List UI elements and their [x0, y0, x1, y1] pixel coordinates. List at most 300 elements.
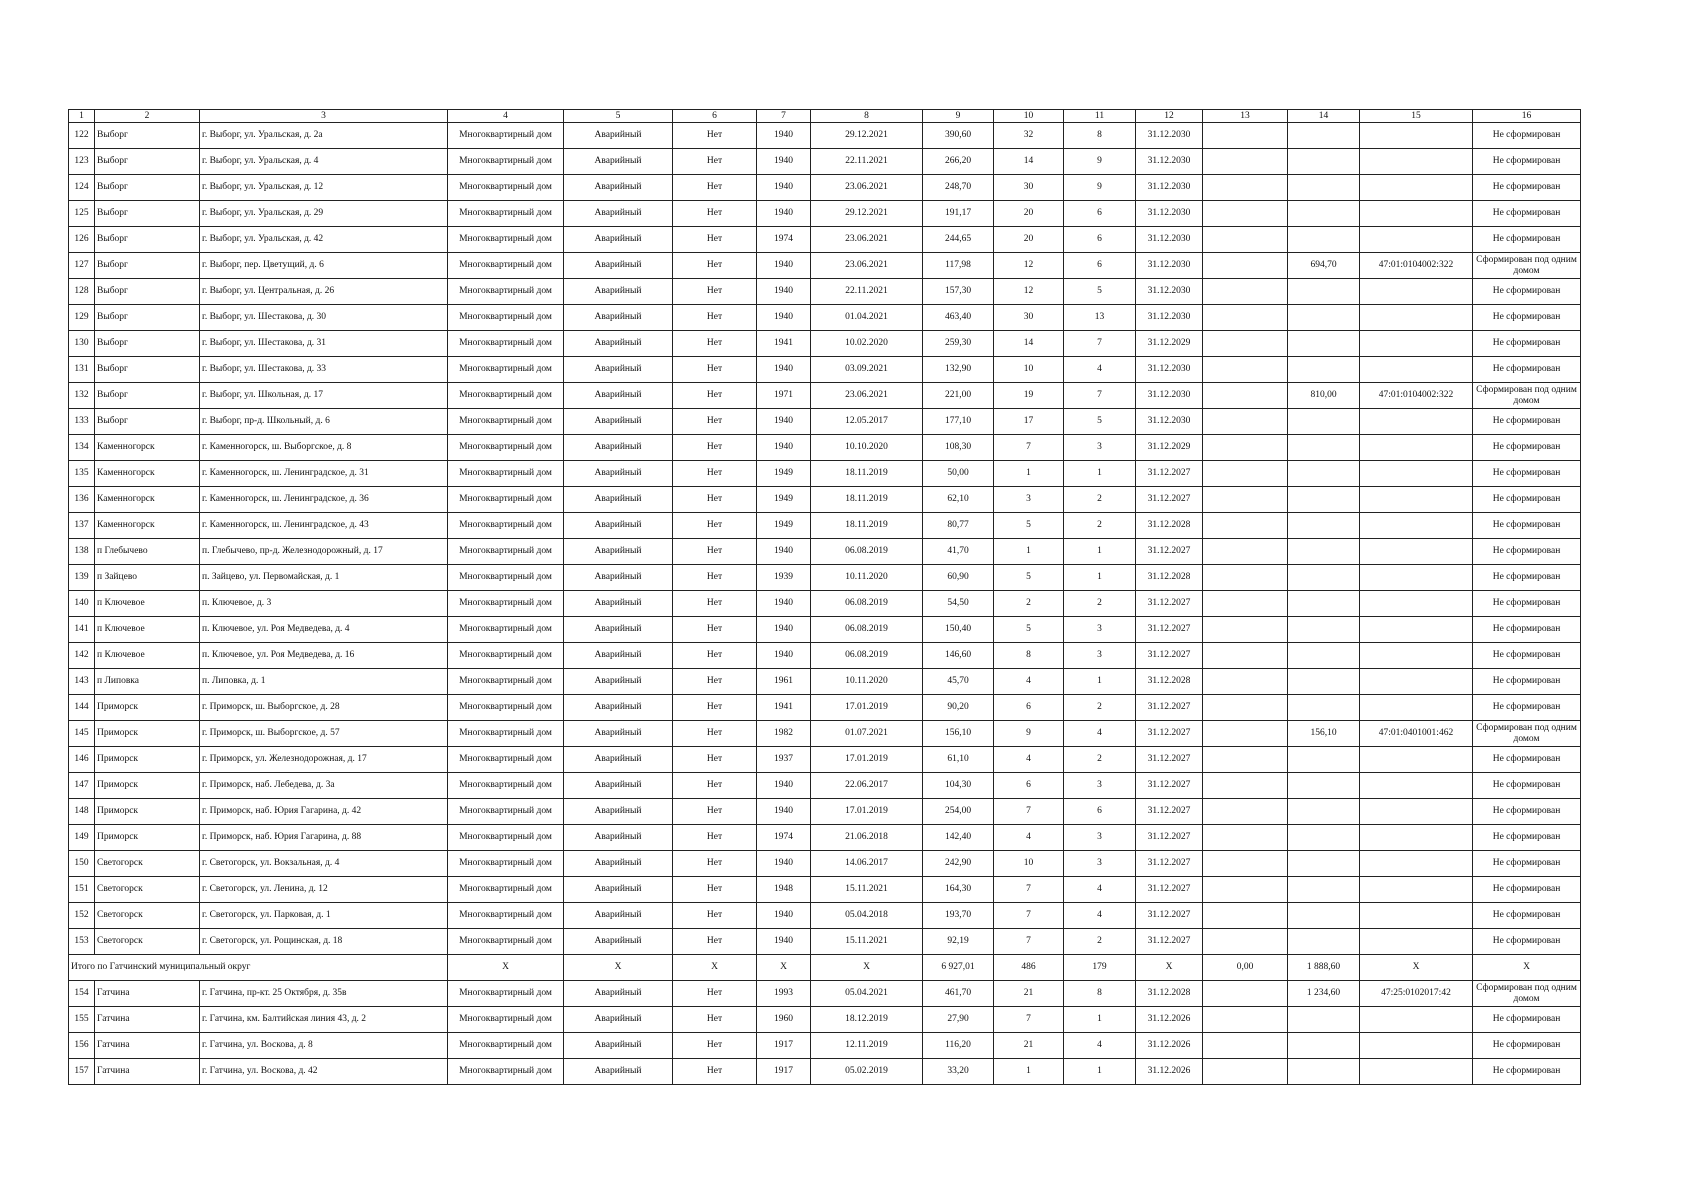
cell-build-year: 1940 — [757, 149, 811, 175]
cell-land-area — [1288, 357, 1360, 383]
cell-formation-status: Не сформирован — [1473, 461, 1581, 487]
table-row — [69, 799, 1581, 825]
cell-land-status: Нет — [673, 747, 757, 773]
cell-land-status: Нет — [673, 227, 757, 253]
cell-col-13 — [1203, 331, 1288, 357]
cell-apartments: 13 — [1064, 305, 1136, 331]
table-row — [69, 123, 1581, 149]
cell-settlement: п Зайцево — [95, 565, 200, 591]
cell-land-status: Нет — [673, 1059, 757, 1085]
table-row — [69, 175, 1581, 201]
document-page — [68, 109, 1581, 1085]
table-row — [69, 409, 1581, 435]
cell-land-area — [1288, 1033, 1360, 1059]
total-cell-formation-status: X — [1473, 955, 1581, 981]
cell-residents: 4 — [994, 825, 1064, 851]
column-header-6: 6 — [673, 110, 757, 123]
cell-build-year: 1940 — [757, 409, 811, 435]
cell-decision-date: 23.06.2021 — [811, 227, 923, 253]
cell-settlement: Гатчина — [95, 1007, 200, 1033]
cell-col-13 — [1203, 123, 1288, 149]
cell-row-number: 147 — [69, 773, 95, 799]
cell-formation-status: Не сформирован — [1473, 1059, 1581, 1085]
cell-cadastral-number — [1360, 331, 1473, 357]
cell-settlement: Выборг — [95, 149, 200, 175]
table-row — [69, 331, 1581, 357]
cell-address: г. Выборг, пер. Цветущий, д. 6 — [200, 253, 448, 279]
cell-decision-date: 18.11.2019 — [811, 513, 923, 539]
cell-residents: 2 — [994, 591, 1064, 617]
cell-residents: 7 — [994, 929, 1064, 955]
cell-address: г. Светогорск, ул. Рощинская, д. 18 — [200, 929, 448, 955]
cell-build-year: 1940 — [757, 929, 811, 955]
column-header-2: 2 — [95, 110, 200, 123]
cell-condition: Аварийный — [564, 487, 673, 513]
cell-build-year: 1940 — [757, 643, 811, 669]
cell-area: 27,90 — [923, 1007, 994, 1033]
cell-row-number: 150 — [69, 851, 95, 877]
cell-land-status: Нет — [673, 409, 757, 435]
cell-condition: Аварийный — [564, 1007, 673, 1033]
housing-registry-table — [68, 109, 1581, 1085]
cell-decision-date: 01.04.2021 — [811, 305, 923, 331]
cell-formation-status: Не сформирован — [1473, 201, 1581, 227]
cell-settlement: Выборг — [95, 357, 200, 383]
cell-residents: 19 — [994, 383, 1064, 409]
cell-condition: Аварийный — [564, 175, 673, 201]
cell-cadastral-number — [1360, 695, 1473, 721]
cell-decision-date: 22.11.2021 — [811, 149, 923, 175]
cell-formation-status: Не сформирован — [1473, 1033, 1581, 1059]
cell-address: г. Приморск, ш. Выборгское, д. 28 — [200, 695, 448, 721]
cell-area: 90,20 — [923, 695, 994, 721]
cell-residents: 14 — [994, 331, 1064, 357]
cell-area: 248,70 — [923, 175, 994, 201]
cell-row-number: 133 — [69, 409, 95, 435]
cell-row-number: 149 — [69, 825, 95, 851]
cell-land-status: Нет — [673, 175, 757, 201]
cell-deadline: 31.12.2030 — [1136, 149, 1203, 175]
cell-apartments: 6 — [1064, 253, 1136, 279]
cell-building-type: Многоквартирный дом — [448, 383, 564, 409]
cell-decision-date: 05.04.2021 — [811, 981, 923, 1007]
cell-land-status: Нет — [673, 201, 757, 227]
cell-settlement: Выборг — [95, 123, 200, 149]
cell-residents: 7 — [994, 903, 1064, 929]
cell-building-type: Многоквартирный дом — [448, 253, 564, 279]
cell-col-13 — [1203, 747, 1288, 773]
cell-formation-status: Не сформирован — [1473, 877, 1581, 903]
cell-building-type: Многоквартирный дом — [448, 799, 564, 825]
cell-cadastral-number — [1360, 435, 1473, 461]
cell-row-number: 127 — [69, 253, 95, 279]
cell-apartments: 4 — [1064, 877, 1136, 903]
cell-formation-status: Не сформирован — [1473, 903, 1581, 929]
total-cell-condition: X — [564, 955, 673, 981]
cell-residents: 5 — [994, 617, 1064, 643]
cell-decision-date: 06.08.2019 — [811, 539, 923, 565]
cell-deadline: 31.12.2027 — [1136, 825, 1203, 851]
column-header-7: 7 — [757, 110, 811, 123]
cell-decision-date: 10.02.2020 — [811, 331, 923, 357]
column-header-16: 16 — [1473, 110, 1581, 123]
cell-apartments: 7 — [1064, 331, 1136, 357]
cell-cadastral-number — [1360, 903, 1473, 929]
cell-building-type: Многоквартирный дом — [448, 981, 564, 1007]
cell-apartments: 3 — [1064, 851, 1136, 877]
cell-building-type: Многоквартирный дом — [448, 279, 564, 305]
cell-row-number: 148 — [69, 799, 95, 825]
cell-settlement: Светогорск — [95, 851, 200, 877]
cell-condition: Аварийный — [564, 851, 673, 877]
cell-deadline: 31.12.2027 — [1136, 903, 1203, 929]
column-header-8: 8 — [811, 110, 923, 123]
cell-cadastral-number — [1360, 565, 1473, 591]
cell-deadline: 31.12.2028 — [1136, 981, 1203, 1007]
cell-land-status: Нет — [673, 461, 757, 487]
cell-cadastral-number — [1360, 747, 1473, 773]
cell-building-type: Многоквартирный дом — [448, 539, 564, 565]
cell-land-area — [1288, 175, 1360, 201]
cell-address: г. Приморск, ш. Выборгское, д. 57 — [200, 721, 448, 747]
cell-col-13 — [1203, 929, 1288, 955]
cell-deadline: 31.12.2029 — [1136, 435, 1203, 461]
cell-building-type: Многоквартирный дом — [448, 409, 564, 435]
total-cell-land-area: 1 888,60 — [1288, 955, 1360, 981]
cell-deadline: 31.12.2027 — [1136, 461, 1203, 487]
cell-settlement: Выборг — [95, 279, 200, 305]
cell-area: 191,17 — [923, 201, 994, 227]
cell-row-number: 135 — [69, 461, 95, 487]
cell-build-year: 1940 — [757, 903, 811, 929]
cell-condition: Аварийный — [564, 565, 673, 591]
cell-area: 266,20 — [923, 149, 994, 175]
cell-apartments: 2 — [1064, 929, 1136, 955]
cell-build-year: 1974 — [757, 825, 811, 851]
cell-area: 61,10 — [923, 747, 994, 773]
column-header-10: 10 — [994, 110, 1064, 123]
cell-building-type: Многоквартирный дом — [448, 591, 564, 617]
cell-deadline: 31.12.2027 — [1136, 799, 1203, 825]
cell-deadline: 31.12.2027 — [1136, 643, 1203, 669]
cell-cadastral-number — [1360, 227, 1473, 253]
cell-build-year: 1940 — [757, 851, 811, 877]
cell-build-year: 1982 — [757, 721, 811, 747]
table-row — [69, 487, 1581, 513]
cell-settlement: Выборг — [95, 383, 200, 409]
cell-settlement: п Глебычево — [95, 539, 200, 565]
cell-land-status: Нет — [673, 435, 757, 461]
cell-land-area — [1288, 201, 1360, 227]
cell-area: 259,30 — [923, 331, 994, 357]
cell-settlement: п Ключевое — [95, 617, 200, 643]
cell-build-year: 1940 — [757, 175, 811, 201]
cell-col-13 — [1203, 721, 1288, 747]
column-header-11: 11 — [1064, 110, 1136, 123]
cell-address: г. Гатчина, ул. Воскова, д. 8 — [200, 1033, 448, 1059]
table-row — [69, 695, 1581, 721]
cell-condition: Аварийный — [564, 149, 673, 175]
cell-land-area — [1288, 669, 1360, 695]
cell-residents: 7 — [994, 435, 1064, 461]
cell-condition: Аварийный — [564, 227, 673, 253]
cell-settlement: Выборг — [95, 201, 200, 227]
cell-apartments: 4 — [1064, 721, 1136, 747]
total-cell-apartments: 179 — [1064, 955, 1136, 981]
column-header-9: 9 — [923, 110, 994, 123]
total-cell-col-13: 0,00 — [1203, 955, 1288, 981]
cell-formation-status: Не сформирован — [1473, 513, 1581, 539]
cell-condition: Аварийный — [564, 721, 673, 747]
cell-residents: 1 — [994, 461, 1064, 487]
cell-apartments: 4 — [1064, 1033, 1136, 1059]
cell-area: 146,60 — [923, 643, 994, 669]
cell-land-status: Нет — [673, 279, 757, 305]
cell-col-13 — [1203, 565, 1288, 591]
cell-decision-date: 23.06.2021 — [811, 253, 923, 279]
cell-condition: Аварийный — [564, 981, 673, 1007]
cell-col-13 — [1203, 357, 1288, 383]
cell-cadastral-number — [1360, 799, 1473, 825]
cell-land-status: Нет — [673, 513, 757, 539]
cell-apartments: 9 — [1064, 175, 1136, 201]
cell-building-type: Многоквартирный дом — [448, 123, 564, 149]
cell-area: 50,00 — [923, 461, 994, 487]
cell-residents: 20 — [994, 201, 1064, 227]
cell-formation-status: Сформирован под одним домом — [1473, 253, 1581, 279]
cell-condition: Аварийный — [564, 773, 673, 799]
cell-row-number: 125 — [69, 201, 95, 227]
cell-settlement: Каменногорск — [95, 435, 200, 461]
cell-apartments: 1 — [1064, 539, 1136, 565]
cell-row-number: 130 — [69, 331, 95, 357]
cell-deadline: 31.12.2027 — [1136, 721, 1203, 747]
cell-land-area — [1288, 461, 1360, 487]
cell-deadline: 31.12.2030 — [1136, 305, 1203, 331]
cell-land-status: Нет — [673, 123, 757, 149]
cell-decision-date: 17.01.2019 — [811, 799, 923, 825]
cell-condition: Аварийный — [564, 409, 673, 435]
cell-deadline: 31.12.2030 — [1136, 175, 1203, 201]
cell-cadastral-number — [1360, 643, 1473, 669]
cell-col-13 — [1203, 695, 1288, 721]
cell-deadline: 31.12.2030 — [1136, 253, 1203, 279]
cell-settlement: Приморск — [95, 721, 200, 747]
cell-build-year: 1940 — [757, 279, 811, 305]
cell-build-year: 1949 — [757, 461, 811, 487]
cell-decision-date: 15.11.2021 — [811, 877, 923, 903]
cell-area: 463,40 — [923, 305, 994, 331]
cell-row-number: 157 — [69, 1059, 95, 1085]
cell-formation-status: Сформирован под одним домом — [1473, 721, 1581, 747]
cell-settlement: Выборг — [95, 409, 200, 435]
cell-col-13 — [1203, 383, 1288, 409]
cell-deadline: 31.12.2029 — [1136, 331, 1203, 357]
cell-land-area — [1288, 799, 1360, 825]
cell-land-area: 156,10 — [1288, 721, 1360, 747]
cell-land-status: Нет — [673, 669, 757, 695]
cell-address: п. Зайцево, ул. Первомайская, д. 1 — [200, 565, 448, 591]
cell-deadline: 31.12.2027 — [1136, 591, 1203, 617]
cell-cadastral-number — [1360, 851, 1473, 877]
cell-decision-date: 05.04.2018 — [811, 903, 923, 929]
cell-deadline: 31.12.2027 — [1136, 487, 1203, 513]
cell-row-number: 131 — [69, 357, 95, 383]
cell-residents: 30 — [994, 305, 1064, 331]
cell-address: г. Каменногорск, ш. Выборгское, д. 8 — [200, 435, 448, 461]
table-row — [69, 1033, 1581, 1059]
cell-apartments: 2 — [1064, 747, 1136, 773]
cell-building-type: Многоквартирный дом — [448, 305, 564, 331]
cell-col-13 — [1203, 877, 1288, 903]
cell-address: г. Выборг, ул. Шестакова, д. 33 — [200, 357, 448, 383]
table-row — [69, 539, 1581, 565]
cell-land-area — [1288, 123, 1360, 149]
cell-col-13 — [1203, 487, 1288, 513]
cell-build-year: 1940 — [757, 305, 811, 331]
cell-land-area — [1288, 539, 1360, 565]
cell-col-13 — [1203, 227, 1288, 253]
table-row — [69, 643, 1581, 669]
cell-address: г. Каменногорск, ш. Ленинградское, д. 43 — [200, 513, 448, 539]
cell-col-13 — [1203, 981, 1288, 1007]
cell-row-number: 143 — [69, 669, 95, 695]
cell-settlement: Выборг — [95, 175, 200, 201]
cell-residents: 1 — [994, 539, 1064, 565]
table-row — [69, 227, 1581, 253]
cell-land-status: Нет — [673, 877, 757, 903]
cell-deadline: 31.12.2027 — [1136, 851, 1203, 877]
cell-decision-date: 17.01.2019 — [811, 695, 923, 721]
cell-deadline: 31.12.2030 — [1136, 409, 1203, 435]
cell-apartments: 1 — [1064, 669, 1136, 695]
cell-building-type: Многоквартирный дом — [448, 565, 564, 591]
cell-row-number: 140 — [69, 591, 95, 617]
cell-apartments: 5 — [1064, 409, 1136, 435]
cell-area: 461,70 — [923, 981, 994, 1007]
cell-land-area — [1288, 591, 1360, 617]
cell-col-13 — [1203, 201, 1288, 227]
cell-residents: 7 — [994, 1007, 1064, 1033]
cell-residents: 7 — [994, 799, 1064, 825]
cell-land-area — [1288, 773, 1360, 799]
cell-building-type: Многоквартирный дом — [448, 643, 564, 669]
cell-row-number: 128 — [69, 279, 95, 305]
cell-formation-status: Не сформирован — [1473, 357, 1581, 383]
cell-decision-date: 12.05.2017 — [811, 409, 923, 435]
cell-col-13 — [1203, 591, 1288, 617]
cell-land-status: Нет — [673, 487, 757, 513]
cell-condition: Аварийный — [564, 331, 673, 357]
cell-build-year: 1949 — [757, 487, 811, 513]
cell-land-area — [1288, 279, 1360, 305]
cell-settlement: Светогорск — [95, 877, 200, 903]
table-row — [69, 903, 1581, 929]
cell-col-13 — [1203, 1033, 1288, 1059]
total-cell-land-status: X — [673, 955, 757, 981]
cell-residents: 3 — [994, 487, 1064, 513]
cell-land-area — [1288, 149, 1360, 175]
cell-build-year: 1940 — [757, 253, 811, 279]
cell-land-area — [1288, 1059, 1360, 1085]
cell-deadline: 31.12.2026 — [1136, 1007, 1203, 1033]
cell-apartments: 2 — [1064, 487, 1136, 513]
cell-settlement: Гатчина — [95, 981, 200, 1007]
cell-condition: Аварийный — [564, 643, 673, 669]
cell-land-area — [1288, 331, 1360, 357]
cell-residents: 30 — [994, 175, 1064, 201]
cell-settlement: п Липовка — [95, 669, 200, 695]
cell-area: 104,30 — [923, 773, 994, 799]
cell-area: 92,19 — [923, 929, 994, 955]
cell-apartments: 4 — [1064, 357, 1136, 383]
cell-col-13 — [1203, 175, 1288, 201]
cell-land-area — [1288, 1007, 1360, 1033]
cell-cadastral-number — [1360, 487, 1473, 513]
cell-land-status: Нет — [673, 357, 757, 383]
cell-deadline: 31.12.2030 — [1136, 357, 1203, 383]
cell-condition: Аварийный — [564, 123, 673, 149]
table-row — [69, 253, 1581, 279]
cell-building-type: Многоквартирный дом — [448, 175, 564, 201]
header-row — [69, 110, 1581, 123]
cell-decision-date: 06.08.2019 — [811, 617, 923, 643]
cell-cadastral-number — [1360, 201, 1473, 227]
cell-area: 390,60 — [923, 123, 994, 149]
cell-land-status: Нет — [673, 539, 757, 565]
cell-land-status: Нет — [673, 1033, 757, 1059]
cell-building-type: Многоквартирный дом — [448, 227, 564, 253]
cell-apartments: 3 — [1064, 435, 1136, 461]
cell-address: п. Ключевое, ул. Роя Медведева, д. 16 — [200, 643, 448, 669]
cell-row-number: 145 — [69, 721, 95, 747]
cell-area: 60,90 — [923, 565, 994, 591]
table-row — [69, 669, 1581, 695]
cell-building-type: Многоквартирный дом — [448, 695, 564, 721]
cell-land-status: Нет — [673, 851, 757, 877]
cell-area: 157,30 — [923, 279, 994, 305]
cell-deadline: 31.12.2030 — [1136, 201, 1203, 227]
cell-land-status: Нет — [673, 799, 757, 825]
cell-building-type: Многоквартирный дом — [448, 851, 564, 877]
cell-address: г. Выборг, ул. Шестакова, д. 31 — [200, 331, 448, 357]
total-cell-decision-date: X — [811, 955, 923, 981]
cell-settlement: Каменногорск — [95, 487, 200, 513]
cell-col-13 — [1203, 1059, 1288, 1085]
cell-settlement: Светогорск — [95, 903, 200, 929]
cell-cadastral-number — [1360, 1033, 1473, 1059]
cell-settlement: Гатчина — [95, 1059, 200, 1085]
total-cell-area: 6 927,01 — [923, 955, 994, 981]
cell-formation-status: Сформирован под одним домом — [1473, 383, 1581, 409]
cell-address: г. Выборг, ул. Уральская, д. 42 — [200, 227, 448, 253]
cell-cadastral-number: 47:01:0104002:322 — [1360, 383, 1473, 409]
cell-cadastral-number — [1360, 461, 1473, 487]
cell-formation-status: Не сформирован — [1473, 643, 1581, 669]
cell-area: 33,20 — [923, 1059, 994, 1085]
total-cell-cadastral-number: X — [1360, 955, 1473, 981]
cell-col-13 — [1203, 669, 1288, 695]
cell-cadastral-number — [1360, 929, 1473, 955]
cell-col-13 — [1203, 903, 1288, 929]
cell-condition: Аварийный — [564, 279, 673, 305]
cell-deadline: 31.12.2027 — [1136, 695, 1203, 721]
cell-cadastral-number — [1360, 279, 1473, 305]
cell-build-year: 1941 — [757, 331, 811, 357]
cell-formation-status: Не сформирован — [1473, 227, 1581, 253]
cell-area: 132,90 — [923, 357, 994, 383]
cell-apartments: 8 — [1064, 981, 1136, 1007]
